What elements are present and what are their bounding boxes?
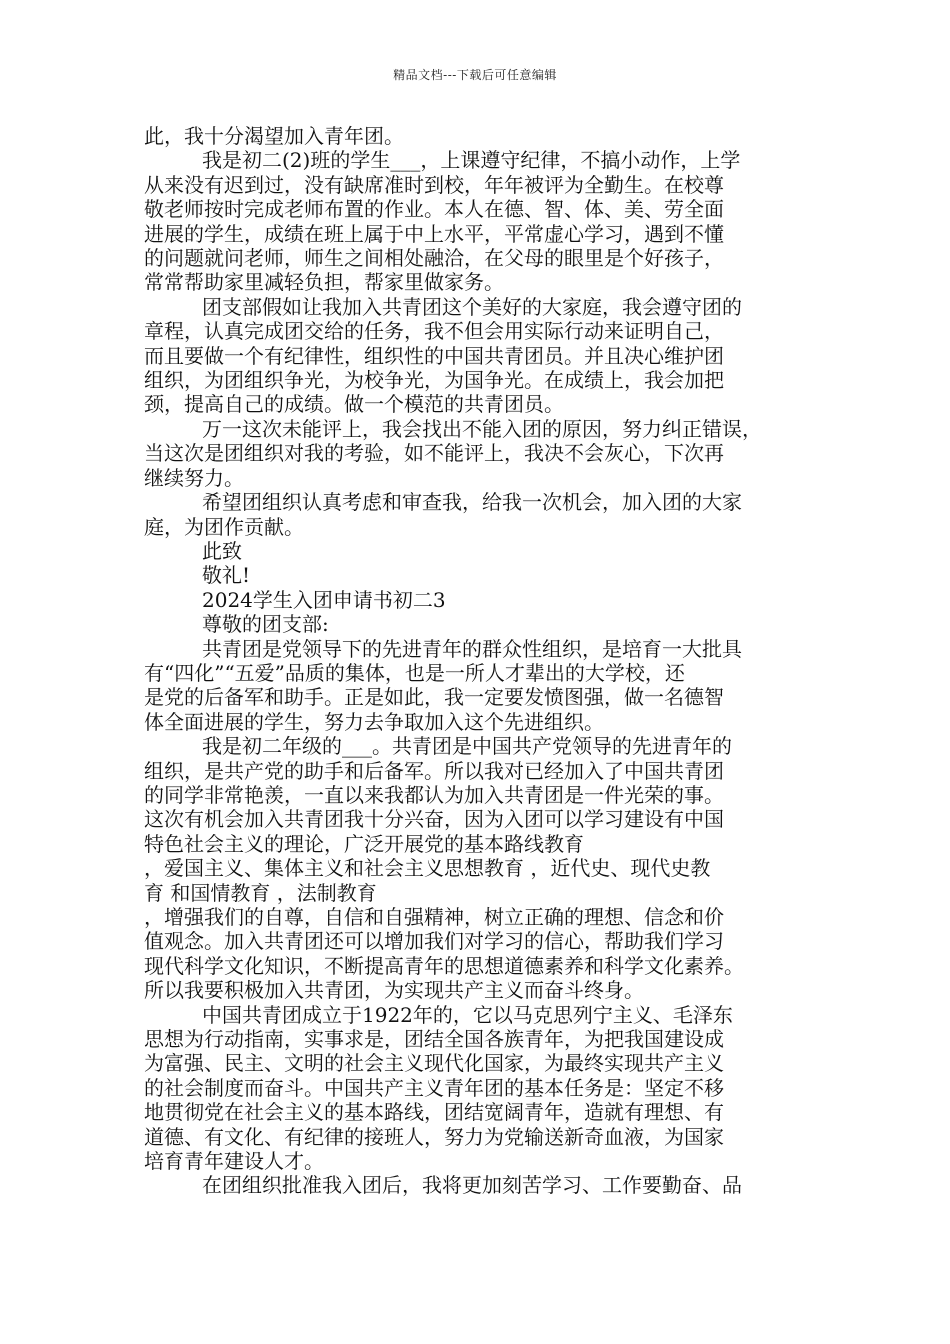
- text-line: 特色社会主义的理论，广泛开展党的基本路线教育: [144, 831, 584, 856]
- text-line: 体全面进展的学生，努力去争取加入这个先进组织。: [144, 709, 604, 734]
- text-line: 2024学生入团申请书初二3: [202, 587, 446, 612]
- text-line: 常常帮助家里减轻负担，帮家里做家务。: [144, 270, 504, 295]
- text-line: 团支部假如让我加入共青团这个美好的大家庭，我会遵守团的: [202, 294, 742, 319]
- text-line: 组织，为团组织争光，为校争光，为国争光。在成绩上，我会加把: [144, 368, 724, 393]
- text-line: 所以我要积极加入共青团，为实现共产主义而奋斗终身。: [144, 978, 644, 1003]
- text-line: 培育青年建设人才。: [144, 1149, 324, 1174]
- text-line: 现代科学文化知识，不断提高青年的思想道德素养和科学文化素养。: [144, 953, 744, 978]
- text-line: 这次有机会加入共青团我十分兴奋，因为入团可以学习建设有中国: [144, 807, 724, 832]
- text-line: 庭，为团作贡献。: [144, 514, 304, 539]
- text-line: 思想为行动指南，实事求是，团结全国各族青年，为把我国建设成: [144, 1027, 724, 1052]
- text-line: 中国共青团成立于1922年的，它以马克思列宁主义、毛泽东: [202, 1002, 733, 1027]
- text-line: 的问题就问老师，师生之间相处融洽，在父母的眼里是个好孩子，: [144, 246, 724, 271]
- text-line: 继续努力。: [144, 465, 244, 490]
- text-line: 此，我十分渴望加入青年团。: [144, 124, 404, 148]
- text-line: 组织，是共产党的助手和后备军。所以我对已经加入了中国共青团: [144, 758, 724, 783]
- text-line: ，增强我们的自尊，自信和自强精神，树立正确的理想、信念和价: [144, 905, 724, 929]
- text-line: 敬老师按时完成老师布置的作业。本人在德、智、体、美、劳全面: [144, 197, 724, 222]
- text-line: 敬礼!: [202, 563, 251, 588]
- text-line: 从来没有迟到过，没有缺席准时到校，年年被评为全勤生。在校尊: [144, 172, 724, 197]
- text-line: 颈，提高自己的成绩。做一个模范的共青团员。: [144, 392, 564, 417]
- text-line: 我是初二年级的___。共青团是中国共产党领导的先进青年的: [202, 734, 732, 759]
- page-header: 精品文档---下载后可任意编辑: [393, 68, 557, 82]
- text-line: 地贯彻党在社会主义的基本路线，团结宽阔青年，造就有理想、有: [144, 1100, 724, 1125]
- text-line: 进展的学生，成绩在班上属于中上水平，平常虚心学习，遇到不懂: [144, 221, 724, 246]
- text-line: 当这次是团组织对我的考验，如不能评上，我决不会灰心，下次再: [144, 441, 724, 466]
- text-line: 的同学非常艳羡，一直以来我都认为加入共青团是一件光荣的事。: [144, 782, 724, 807]
- text-line: 章程，认真完成团交给的任务，我不但会用实际行动来证明自己，: [144, 319, 724, 344]
- text-line: 此致: [202, 538, 242, 563]
- text-line: 育 和国情教育 ，法制教育: [144, 880, 377, 905]
- text-line: 有“四化”“五爱”品质的集体，也是一所人才辈出的大学校，还: [144, 660, 685, 685]
- text-line: 希望团组织认真考虑和审查我，给我一次机会，加入团的大家: [202, 490, 742, 515]
- text-line: 尊敬的团支部:: [202, 612, 329, 637]
- text-line: 是党的后备军和助手。正是如此，我一定要发愤图强，做一名德智: [144, 685, 724, 710]
- text-line: 万一这次未能评上，我会找出不能入团的原因，努力纠正错误，: [202, 416, 762, 441]
- text-line: 我是初二(2)班的学生___，上课遵守纪律，不搞小动作，上学: [202, 148, 741, 173]
- text-line: 道德、有文化、有纪律的接班人，努力为党输送新奇血液，为国家: [144, 1124, 724, 1149]
- text-line: 为富强、民主、文明的社会主义现代化国家，为最终实现共产主义: [144, 1051, 724, 1076]
- text-line: 共青团是党领导下的先进青年的群众性组织，是培育一大批具: [202, 636, 742, 661]
- text-line: ，爱国主义、集体主义和社会主义思想教育 ，近代史、现代史教: [144, 856, 711, 881]
- text-line: 的社会制度而奋斗。中国共产主义青年团的基本任务是：坚定不移: [144, 1075, 724, 1100]
- text-line: 而且要做一个有纪律性，组织性的中国共青团员。并且决心维护团: [144, 343, 724, 368]
- text-line: 值观念。加入共青团还可以增加我们对学习的信心，帮助我们学习: [144, 929, 724, 954]
- text-line: 在团组织批准我入团后，我将更加刻苦学习、工作要勤奋、品: [202, 1173, 742, 1198]
- document-body: [144, 124, 828, 1198]
